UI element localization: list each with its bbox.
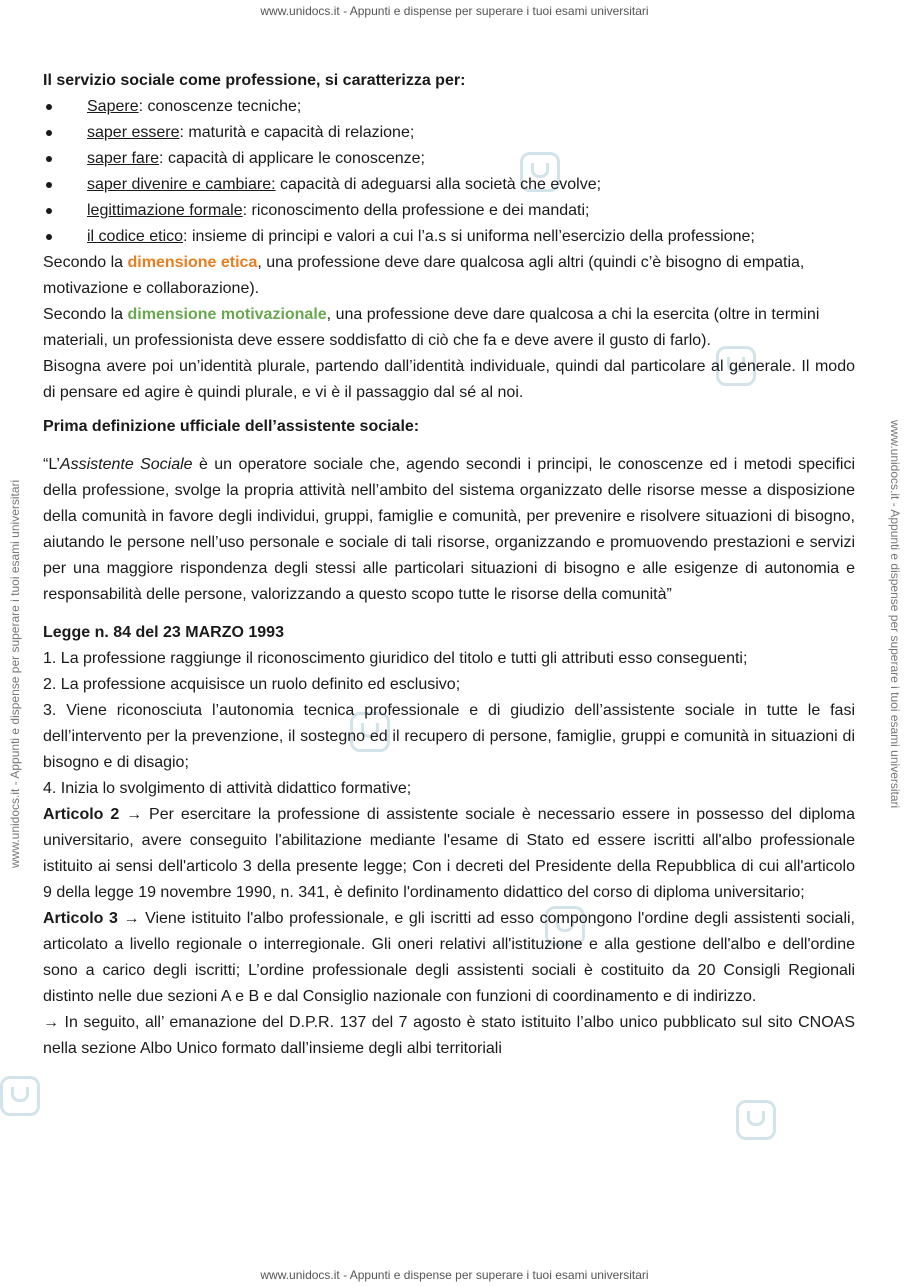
list-item-term: saper fare [87, 150, 160, 167]
characteristics-list [43, 94, 855, 250]
articolo-3: Articolo 3 → Viene istituito l'albo professionale, e gli iscritti ad esso compongono l'ordine degli assistenti sociali, articolato a livello regionale o interregionale. Gli oneri relativi all'istituzione e alla gestione dell'albo e dell'ordine sono a carico degli iscritti; L’ordine professionale degli assistenti sociali è costituito da 20 Consigli Regionali distinto nelle due sezioni A e B e dal Consiglio nazionale con funzioni di coordinamento e di indirizzo. [43, 910, 856, 1005]
unidocs-logo-icon [736, 1100, 776, 1140]
seguito-paragraph: → In seguito, all’ emanazione del D.P.R. 137 del 7 agosto è stato istituito l’albo unico pubblicato sul sito CNOAS nella sezione Albo Unico formato dall’insieme degli albi territoriali [43, 1014, 855, 1057]
list-item: saper fare: capacità di applicare le conoscenze; [43, 146, 855, 172]
list-item-term: legittimazione formale [87, 202, 243, 219]
list-item: legittimazione formale: riconoscimento della professione e dei mandati; [43, 198, 855, 224]
watermark-left: www.unidocs.it - Appunti e dispense per superare i tuoi esami universitari [8, 479, 22, 868]
etica-paragraph: Secondo la dimensione etica, una professione deve dare qualcosa agli altri (quindi c’è bisogno di empatia, motivazione e collaborazione). [43, 254, 805, 297]
list-item-term: saper divenire e cambiare: [87, 176, 276, 193]
list-item-term: Sapere [87, 98, 139, 115]
legge-item-2: 2. La professione acquisisce un ruolo definito ed esclusivo; [43, 676, 461, 693]
motivazionale-paragraph: Secondo la dimensione motivazionale, una professione deve dare qualcosa a chi la esercita (oltre in termini materiali, un professionista deve essere soddisfatto di ciò che fa e deve avere il gusto di farlo). [43, 306, 820, 349]
list-item-term: il codice etico [87, 228, 184, 245]
intro-heading: Il servizio sociale come professione, si caratterizza per: [43, 72, 466, 89]
watermark-bottom: www.unidocs.it - Appunti e dispense per superare i tuoi esami universitari [260, 1268, 649, 1282]
legge-heading: Legge n. 84 del 23 MARZO 1993 [43, 624, 284, 641]
document-page [43, 68, 855, 1062]
list-item: saper divenire e cambiare: capacità di adeguarsi alla società che evolve; [43, 172, 855, 198]
plurale-paragraph: Bisogna avere poi un’identità plurale, partendo dall’identità individuale, quindi dal particolare al generale. Il modo di pensare ed agire è quindi plurale, e vi è il passaggio dal sé al noi. [43, 358, 855, 401]
legge-item-3: 3. Viene riconosciuta l’autonomia tecnica professionale e di giudizio dell’assistente sociale in tutte le fasi dell’intervento per la prevenzione, il sostegno ed il recupero di persone, famiglie, gruppi e comunità in situazioni di bisogno e di disagio; [43, 702, 855, 771]
unidocs-logo-icon [0, 1076, 40, 1116]
definizione-heading: Prima definizione ufficiale dell’assistente sociale: [43, 418, 420, 435]
etica-term: dimensione etica [127, 254, 258, 271]
legge-item-4: 4. Inizia lo svolgimento di attività didattico formative; [43, 780, 412, 797]
articolo-3-label: Articolo 3 → [43, 910, 140, 927]
list-item: il codice etico: insieme di principi e valori a cui l’a.s si uniforma nell’esercizio della professione; [43, 224, 855, 250]
legge-item-1: 1. La professione raggiunge il riconoscimento giuridico del titolo e tutti gli attributi esso conseguenti; [43, 650, 748, 667]
motivazionale-term: dimensione motivazionale [127, 306, 327, 323]
quote-term: Assistente Sociale [59, 456, 193, 473]
list-item: saper essere: maturità e capacità di relazione; [43, 120, 855, 146]
articolo-2: Articolo 2 → Per esercitare la professione di assistente sociale è necessario essere in possesso del diploma universitario, avere conseguito l'abilitazione mediante l'esame di Stato ed essere iscritti all'albo professionale istituito ai sensi dell'articolo 3 della presente legge; Con i decreti del Presidente della Repubblica di cui all'articolo 9 della legge 19 novembre 1990, n. 341, è definito l'ordinamento didattico del corso di diploma universitario; [43, 806, 856, 901]
definizione-quote: “L’Assistente Sociale è un operatore sociale che, agendo secondi i principi, le conoscenze ed i metodi specifici della professione, svolge la propria attività nell’ambito del sistema organizzato delle risorse messe a disposizione della comunità in favore degli individui, gruppi, famiglie e comunità, per prevenire e risolvere situazioni di bisogno, aiutando le persone nell’uso personale e sociale di tali risorse, organizzando e promuovendo prestazioni e servizi per una maggiore rispondenza degli stessi alle particolari situazioni di bisogno e alle esigenze di autonomia e responsabilità delle persone, valorizzando a questo scopo tutte le risorse della comunità” [43, 456, 856, 603]
list-item-term: saper essere [87, 124, 180, 141]
list-item: Sapere: conoscenze tecniche; [43, 94, 855, 120]
articolo-2-label: Articolo 2 → [43, 806, 143, 823]
watermark-right: www.unidocs.it - Appunti e dispense per superare i tuoi esami universitari [888, 420, 902, 809]
watermark-top: www.unidocs.it - Appunti e dispense per superare i tuoi esami universitari [260, 4, 649, 18]
